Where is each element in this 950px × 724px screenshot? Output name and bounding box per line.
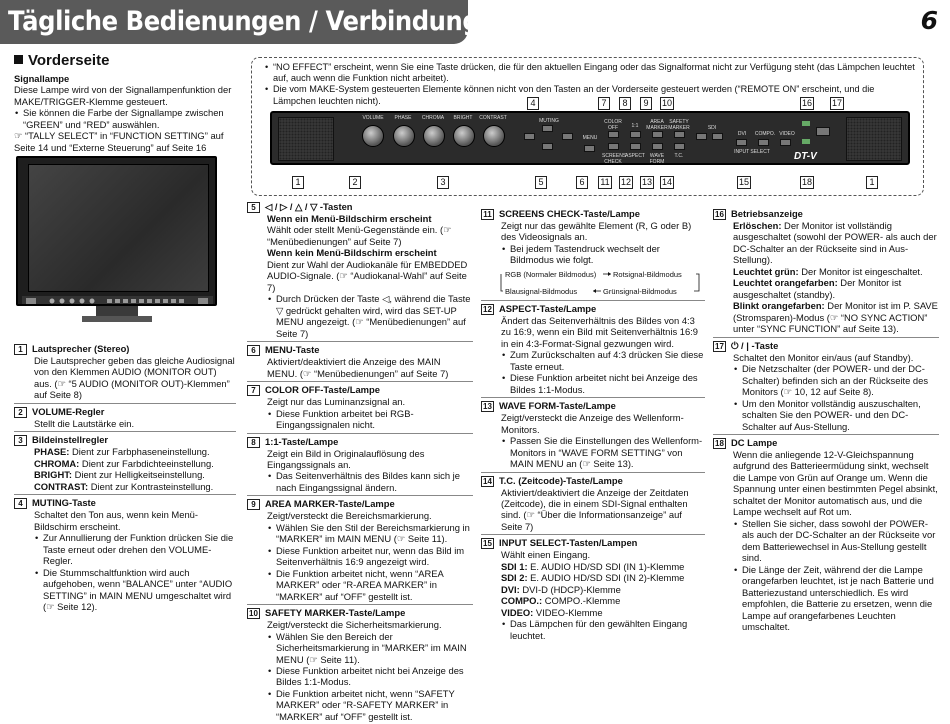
sdi2-button[interactable] — [712, 133, 723, 140]
video-label: VIDEO — [779, 131, 795, 137]
phase-knob[interactable] — [393, 125, 415, 147]
contrast-label: CONTRAST — [479, 115, 507, 121]
safety-marker-label: SAFETY MARKER — [668, 119, 690, 132]
item-title: VOLUME-Regler — [32, 405, 105, 417]
item-title: ◁ / ▷ / △ / ▽ -Tasten — [265, 201, 353, 212]
aspect-label: ASPECT — [624, 153, 645, 159]
callout: 14 — [661, 177, 672, 187]
header-bar — [0, 0, 513, 44]
screens-check-button[interactable] — [608, 143, 619, 150]
item-title: 1:1-Taste/Lampe — [265, 435, 339, 447]
column-1: 1 Lautsprecher (Stereo) Die Lautsprecher geben das gleiche Audiosignal von den Klemmen AUDIO (MONITOR OUT) aus. (☞ “5 AUDIO (MONITOR OUT)-Klemmen” auf Seite 8) 2 VOLUME-Regler Stellt die Lautstärke ein. 3 Bildeinstellregler PHASE: Dient zur Farbphaseneinstellung. CHROMA: Dient zur Farbdichteeinstellung. BRIGHT: Dient zur Helligkeitseinstellung. CONTRAST: Dient zur Kontrasteinstellung. 4 MUTING-Taste Schaltet den Ton aus, wenn kein Menü-Bildschirm erscheint. • Zur Annullierung der Funktion drücken Sie die Taste erneut oder drehen den VOLUME-Regler. • Die Stummschaltfunktion wird auch aufgehoben, wenn “BALANCE” unter “AUDIO SETTING” in MAIN MENU umgeschaltet wird (☞ Seite 12). — [14, 343, 236, 614]
tree-blue: Blausignal-Bildmodus — [505, 286, 578, 296]
item-title: ⏻ / | -Taste — [731, 339, 779, 351]
signal-lamp-block — [14, 73, 234, 153]
power-lamp — [802, 121, 810, 126]
item-title: ASPECT-Taste/Lampe — [499, 302, 597, 314]
item-title: DC Lampe — [731, 436, 778, 448]
item-title: AREA MARKER-Taste/Lampe — [265, 498, 395, 510]
item-title: Bildeinstellregler — [32, 434, 109, 446]
wave-form-button[interactable] — [652, 143, 663, 150]
column-4: 16 Betriebsanzeige Erlöschen: Der Monitor ist vollständig ausgeschaltet (sowohl der POWER- als auch der DC-Schalter an der Rückseite sind in Aus-Stellung). Leuchtet grün: Der Monitor ist eingeschaltet. Leuchtet orangefarben: Der Monitor ist ausgeschaltet (standby). Blinkt orangefarben: Der Monitor ist im P. SAVE (Stromsparen)-Modus (☞ “NO SYNC ACTION” unter “SYNC FUNCTION” auf Seite 13). 17 ⏻ / | -Taste Schaltet den Monitor ein/aus (auf Standby). • Die Netzschalter (der POWER- und der DC-Schalter) befinden sich an der Rückseite des Monitors (☞ 10, 12 auf Seite 8). • Um den Monitor vollständig auszuschalten, schalten Sie den POWER- und den DC-Schalter auf Aus-Stellung. 18 DC Lampe Wenn die anliegende 12-V-Gleichspannung aufgrund des Batterieermüdung sinkt, wechselt die Lampe von Grün auf Orange um. Wenn die Spannung unter einen bestimmten Pegel absinkt, schaltet der Monitor automatisch aus, und die Lampe wechselt auf Rot um. • Stellen Sie sicher, dass sowohl der POWER- als auch der DC-Schalter an der Rückseite vor dem Batteriewechsel in Aus-Stellung gestellt sind. • Die Länge der Zeit, während der die Lampe orangefarben leuchtet, ist je nach Batterie und Batteriezustand unterschiedlich. Es wird empfohlen, die Batterie zu ersetzen, wenn die Lampe auf orangefarbenes Leuchten umschaltet. — [713, 208, 939, 634]
item-title: MENU-Taste — [265, 344, 320, 356]
dvi-button[interactable] — [736, 139, 747, 146]
volume-knob[interactable] — [362, 125, 384, 147]
callout: 3 — [437, 176, 449, 189]
item-text: Die Lautsprecher geben das gleiche Audiosignal von den Klemmen AUDIO (MONITOR OUT) aus. (☞ “5 AUDIO (MONITOR OUT)-Klemmen” auf Seite 8) — [34, 355, 235, 401]
item-title: Betriebsanzeige — [731, 208, 803, 219]
contrast-knob[interactable] — [483, 125, 505, 147]
item-title: COLOR OFF-Taste/Lampe — [265, 384, 380, 396]
left-arrow-button[interactable] — [524, 133, 535, 140]
column-2: 5 ◁ / ▷ / △ / ▽ -Tasten Wenn ein Menü-Bildschirm erscheint Wählt oder stellt Menü-Gegenstände ein. (☞ “Menübedienungen” auf Seite 7) Wenn kein Menü-Bildschirm erscheint Dient zur Wahl der Audiokanäle für EMBEDDED AUDIO-Signale. (☞ “Audiokanal-Wahl” auf Seite 7) • Durch Drücken der Taste ◁, während die Taste ▽ gedrückt gehalten wird, wird das SET-UP MENU angezeigt. (☞ “Menübedienungen” auf Seite 7) 6 MENU-Taste Aktiviert/deaktiviert die Anzeige des MAIN MENU. (☞ “Menübedienungen” auf Seite 7) 7 COLOR OFF-Taste/Lampe Zeigt nur das Luminanzsignal an. • Diese Funktion arbeitet bei RGB-Eingangssignalen nicht. 8 1:1-Taste/Lampe Zeigt ein Bild in Originalauflösung des Eingangssignals an. • Das Seitenverhältnis des Bildes kann sich je nach Eingangssignal ändern. 9 AREA MARKER-Taste/Lampe Zeigt/versteckt die Bereichsmarkierung. • Wählen Sie den Stil der Bereichsmarkierung in “MARKER” im MAIN MENU (☞ Seite 11). • Diese Funktion arbeitet nur, wenn das Bild im Seitenverhältnis 16:9 angezeigt wird. • Die Funktion arbeitet nicht, wenn “AREA MARKER” oder “R-AREA MARKER” in “MARKER” auf “OFF” gestellt ist. 10 SAFETY MARKER-Taste/Lampe Zeigt/versteckt die Sicherheitsmarkierung. • Wählen Sie den Bereich der Sicherheitsmarkierung in “MARKER” im MAIN MENU (☞ Seite 11). • Diese Funktion arbeitet nicht bei Anzeige des Bildes 1:1-Modus. • Die Funktion arbeitet nicht, wenn “SAFETY MARKER” oder “R-SAFETY MARKER” in “MARKER” auf “OFF” gestellt ist. — [247, 201, 473, 724]
item-text: Schaltet den Ton aus, wenn kein Menü-Bildschirm erscheint. — [34, 509, 198, 532]
screens-check-cycle-diagram — [501, 266, 705, 298]
one-to-one-label: 1:1 — [631, 123, 639, 129]
color-off-label: COLOR OFF — [604, 119, 622, 132]
wave-form-label: WAVE FORM — [649, 153, 665, 166]
callout: 7 — [598, 97, 610, 110]
muting-label: MUTING — [539, 118, 559, 124]
column-3: 11 SCREENS CHECK-Taste/Lampe Zeigt nur das gewählte Element (R, G oder B) des Videosignals an. • Bei jedem Tastendruck wechselt der Bildmodus wie folgt. RGB (Normaler Bildmodus) Rotsignal-Bildmodus Blausignal-Bildmodus Grünsignal-Bildmodus 12 ASPECT-Taste/Lampe Ändert das Seitenverhältnis des Bildes von 4:3 zu 16:9, wenn ein Bild mit Seitenverhältnis 16:9 in ein 4:3-Format-Signal gezwungen wird. • Zum Zurückschalten auf 4:3 drücken Sie diese Taste erneut. • Diese Funktion arbeitet nicht bei Anzeige des Bildes 1:1-Modus. 13 WAVE FORM-Taste/Lampe Zeigt/versteckt die Anzeige des Wellenform-Monitors. • Passen Sie die Einstellungen des Wellenform-Monitors in “WAVE FORM SETTING” von MAIN MENU an (☞ Seite 13). 14 T.C. (Zeitcode)-Taste/Lampe Aktiviert/deaktiviert die Anzeige der Zeitdaten (Zeitcode), die in einem SDI-Signal enthalten sind. (☞ “Über die Informationsanzeige” auf Seite 7) 15 INPUT SELECT-Tasten/Lampen Wählt einen Eingang. SDI 1: E. AUDIO HD/SD SDI (IN 1)-Klemme SDI 2: E. AUDIO HD/SD SDI (IN 2)-Klemme DVI: DVI-D (HDCP)-Klemme COMPO.: COMPO.-Klemme VIDEO: VIDEO-Klemme • Das Lämpchen für den gewählten Eingang leuchtet. — [481, 208, 705, 643]
power-button[interactable] — [816, 127, 830, 136]
menu-button[interactable] — [584, 145, 595, 152]
section-heading: Vorderseite — [14, 52, 109, 70]
front-panel-diagram — [270, 111, 910, 165]
item-title: WAVE FORM-Taste/Lampe — [499, 400, 616, 412]
menu-label: MENU — [582, 135, 598, 141]
signal-lamp-title: Signallampe — [14, 73, 70, 84]
sdi1-button[interactable] — [696, 133, 707, 140]
signal-lamp-text: Diese Lampe wird von der Signallampenfunktion der MAKE/TRIGGER-Klemme gesteuert. — [14, 84, 232, 107]
tree-green: Grünsignal-Bildmodus — [603, 286, 677, 296]
page-number: 6 — [920, 6, 938, 35]
callout: 13 — [641, 177, 652, 187]
item-title: T.C. (Zeitcode)-Taste/Lampe — [499, 474, 623, 486]
signal-lamp-ref: ☞ “TALLY SELECT” in “FUNCTION SETTING” auf Seite 14 und “Externe Steuerung” auf Seite 16 — [14, 130, 224, 153]
aspect-button[interactable] — [630, 143, 641, 150]
safety-marker-button[interactable] — [674, 131, 685, 138]
callout: 6 — [576, 176, 588, 189]
video-button[interactable] — [780, 139, 791, 146]
note-item: • Die vom MAKE-System gesteuerten Elemente können nicht von den Tasten an der Vorderseite gesteuert werden (“REMOTE ON” erscheint, und die Lämpchen leuchten nicht). — [273, 84, 919, 106]
speaker-right — [846, 117, 902, 161]
up-arrow-button[interactable] — [542, 125, 553, 132]
callout: 12 — [620, 177, 631, 187]
bright-knob[interactable] — [453, 125, 475, 147]
phase-label: PHASE — [394, 115, 412, 121]
one-to-one-button[interactable] — [630, 131, 641, 138]
screens-check-label: SCREENS CHECK — [602, 153, 627, 166]
item-title: MUTING-Taste — [32, 497, 96, 509]
item-text: Stellt die Lautstärke ein. — [34, 417, 135, 429]
callout: 2 — [349, 176, 361, 189]
callout: 16 — [801, 98, 812, 108]
callout: 10 — [661, 98, 672, 108]
item-title: Lautsprecher (Stereo) — [32, 343, 130, 354]
callout: 17 — [831, 98, 842, 108]
dc-lamp — [802, 139, 810, 144]
tc-button[interactable] — [674, 143, 685, 150]
dvi-label: DVI — [737, 131, 747, 137]
item-title: SCREENS CHECK-Taste/Lampe — [499, 208, 640, 219]
compo-label: COMPO. — [754, 131, 776, 137]
tree-red: Rotsignal-Bildmodus — [613, 269, 682, 279]
callout: 1 — [292, 176, 304, 189]
area-marker-button[interactable] — [652, 131, 663, 138]
color-off-button[interactable] — [608, 131, 619, 138]
item-title: SAFETY MARKER-Taste/Lampe — [265, 607, 406, 619]
compo-button[interactable] — [758, 139, 769, 146]
callout: 5 — [535, 176, 547, 189]
signal-lamp-bullet: • Sie können die Farbe der Signallampe zwischen “GREEN” und “RED” auswählen. — [23, 107, 234, 130]
bright-label: BRIGHT — [453, 115, 473, 121]
brand-logo: DT-V — [794, 151, 817, 162]
monitor-illustration — [16, 156, 217, 331]
callout: 11 — [598, 176, 612, 189]
chroma-label: CHROMA — [421, 115, 445, 121]
item-title: INPUT SELECT-Tasten/Lampen — [499, 537, 638, 549]
note-item: • “NO EFFECT” erscheint, wenn Sie eine Taste drücken, die für den aktuellen Eingang oder das Signalformat nicht zur Verfügung steht (das Lämpchen leuchtet auf, auch wenn die Funktion nicht arbeitet). — [273, 62, 919, 84]
speaker-left — [278, 117, 334, 161]
callout: 18 — [801, 177, 812, 187]
callout: 9 — [640, 97, 652, 110]
callout: 15 — [738, 177, 749, 187]
down-arrow-button[interactable] — [542, 143, 553, 150]
callout: 4 — [527, 97, 539, 110]
monitor-screen — [28, 164, 209, 292]
callout: 1 — [866, 176, 878, 189]
callout: 8 — [619, 97, 631, 110]
tree-rgb: RGB (Normaler Bildmodus) — [505, 269, 597, 279]
page-title: Tägliche Bedienungen / Verbindungen — [8, 6, 513, 37]
monitor-control-strip — [22, 296, 213, 304]
volume-label: VOLUME — [362, 115, 384, 121]
area-marker-label: AREA MARKER — [646, 119, 668, 132]
chroma-knob[interactable] — [423, 125, 445, 147]
tc-label: T.C. — [674, 153, 684, 159]
input-select-label: INPUT SELECT — [734, 149, 770, 155]
right-arrow-button[interactable] — [562, 133, 573, 140]
sdi-label: SDI — [707, 125, 717, 131]
